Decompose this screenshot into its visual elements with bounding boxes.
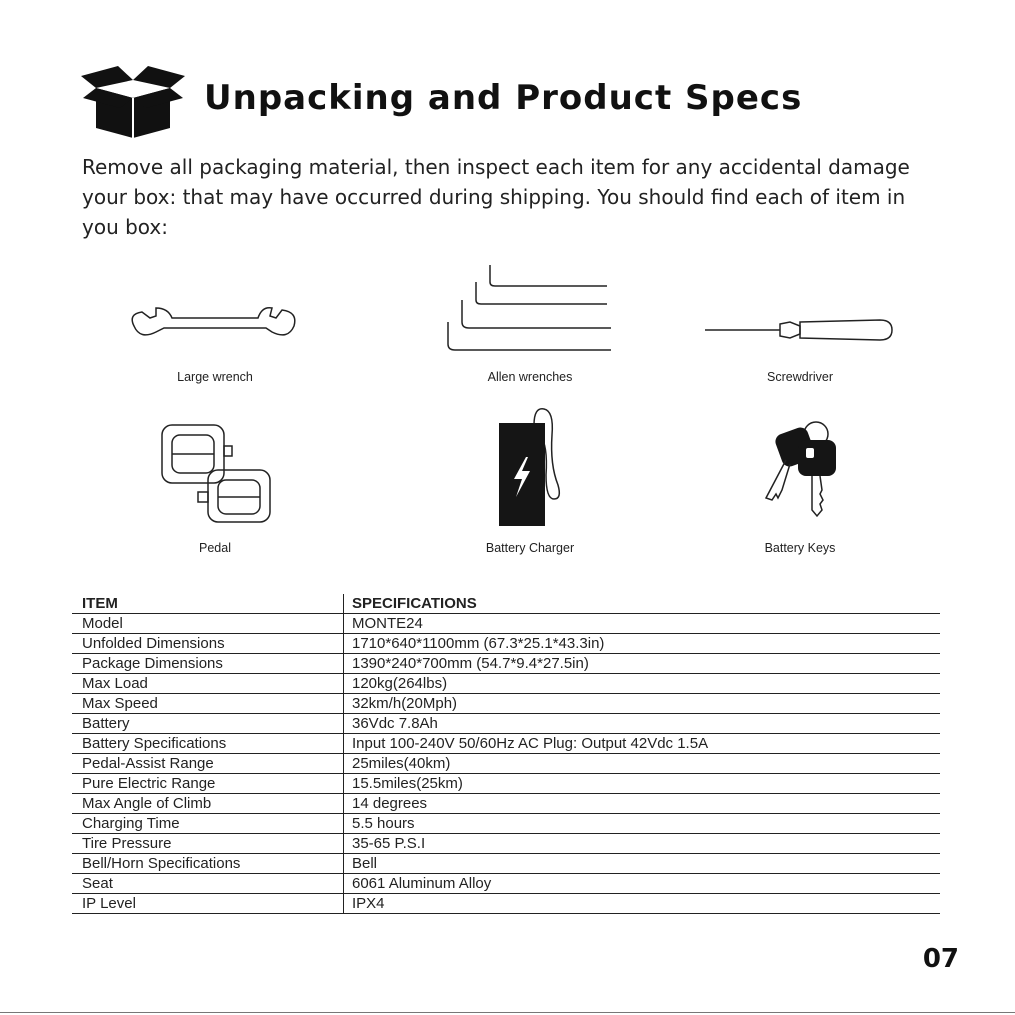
row-spec: Bell [344, 854, 941, 874]
table-row [72, 754, 940, 774]
row-item: Model [72, 614, 344, 634]
table-row [72, 734, 940, 754]
row-item: Pedal-Assist Range [72, 754, 344, 774]
row-spec: Input 100-240V 50/60Hz AC Plug: Output 42Vdc 1.5A [344, 734, 941, 754]
table-row [72, 674, 940, 694]
allen-wrench-icon [435, 260, 625, 360]
bottom-divider [0, 1012, 1015, 1013]
header-item: ITEM [72, 594, 344, 614]
row-spec: IPX4 [344, 894, 941, 914]
specs-header-row [72, 594, 940, 614]
row-spec: 120kg(264lbs) [344, 674, 941, 694]
row-item: Package Dimensions [72, 654, 344, 674]
row-spec: MONTE24 [344, 614, 941, 634]
table-row [72, 834, 940, 854]
row-spec: 36Vdc 7.8Ah [344, 714, 941, 734]
table-row [72, 634, 940, 654]
row-item: Bell/Horn Specifications [72, 854, 344, 874]
row-spec: 1710*640*1100mm (67.3*25.1*43.3in) [344, 634, 941, 654]
caption-allen-wrenches: Allen wrenches [487, 370, 573, 384]
row-spec: 32km/h(20Mph) [344, 694, 941, 714]
screwdriver-icon [700, 300, 900, 360]
row-item: Unfolded Dimensions [72, 634, 344, 654]
caption-large-wrench: Large wrench [177, 370, 253, 384]
row-item: Charging Time [72, 814, 344, 834]
row-item: Pure Electric Range [72, 774, 344, 794]
row-item: IP Level [72, 894, 344, 914]
row-item: Seat [72, 874, 344, 894]
row-spec: 6061 Aluminum Alloy [344, 874, 941, 894]
table-row [72, 814, 940, 834]
row-spec: 15.5miles(25km) [344, 774, 941, 794]
open-box-icon [78, 58, 188, 138]
page-header [78, 58, 802, 138]
row-spec: 35-65 P.S.I [344, 834, 941, 854]
row-spec: 14 degrees [344, 794, 941, 814]
item-screwdriver [700, 300, 900, 390]
row-spec: 25miles(40km) [344, 754, 941, 774]
item-battery-charger [470, 405, 590, 560]
caption-battery-keys: Battery Keys [764, 541, 836, 555]
table-row [72, 694, 940, 714]
item-pedal [140, 420, 290, 560]
table-row [72, 894, 940, 914]
row-item: Tire Pressure [72, 834, 344, 854]
table-row [72, 874, 940, 894]
table-row [72, 794, 940, 814]
specs-table [72, 594, 940, 914]
page-title: Unpacking and Product Specs [204, 78, 803, 118]
charger-icon [470, 405, 590, 530]
row-item: Max Speed [72, 694, 344, 714]
row-item: Max Angle of Climb [72, 794, 344, 814]
keys-icon [740, 420, 860, 530]
row-spec: 1390*240*700mm (54.7*9.4*27.5in) [344, 654, 941, 674]
wrench-icon [120, 290, 310, 360]
header-specifications: SPECIFICATIONS [344, 594, 941, 614]
table-row [72, 854, 940, 874]
table-row [72, 654, 940, 674]
row-item: Battery Specifications [72, 734, 344, 754]
item-battery-keys [740, 420, 860, 560]
caption-battery-charger: Battery Charger [485, 541, 575, 555]
caption-pedal: Pedal [199, 541, 231, 555]
table-row [72, 714, 940, 734]
caption-screwdriver: Screwdriver [767, 370, 833, 384]
row-spec: 5.5 hours [344, 814, 941, 834]
row-item: Max Load [72, 674, 344, 694]
table-row [72, 774, 940, 794]
page-number: 07 [922, 944, 959, 974]
item-large-wrench [120, 290, 310, 390]
pedal-icon [140, 420, 290, 530]
intro-paragraph: Remove all packaging material, then inspect each item for any accidental damage your box: that may have occurred during shipping. You should find each of item in you box: [82, 155, 910, 239]
table-row [72, 614, 940, 634]
row-item: Battery [72, 714, 344, 734]
item-allen-wrenches [435, 260, 625, 390]
